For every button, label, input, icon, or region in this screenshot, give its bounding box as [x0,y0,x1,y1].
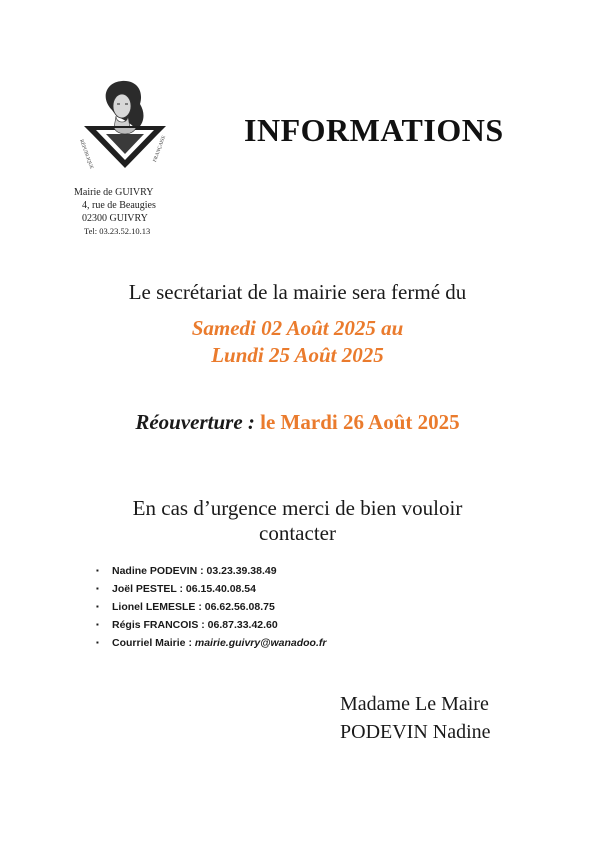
mairie-address [74,186,194,238]
bullet-icon: ▪ [96,566,99,575]
address-line-1: Mairie de GUIVRY [74,187,154,198]
contact-text: Lionel LEMESLE : 06.62.56.08.75 [112,601,275,613]
list-item [96,562,326,580]
reopening-date: le Mardi 26 Août 2025 [260,410,460,434]
logo-text-left: RÉPUBLIQUE [78,138,94,170]
list-item [96,634,326,652]
email-link[interactable]: mairie.guivry@wanadoo.fr [194,637,327,649]
address-line-2: 4, rue de Beaugies [82,200,156,211]
address-line-4: Tel: 03.23.52.10.13 [84,226,151,236]
emergency-text [0,496,595,546]
reopening-line [0,410,595,435]
reopening-label: Réouverture [135,410,243,434]
marianne-logo [70,80,180,175]
list-item [96,616,326,634]
signature-name: PODEVIN Nadine [340,721,491,743]
page-title: INFORMATIONS [244,112,504,148]
bullet-icon: ▪ [96,638,99,647]
signature-block [340,690,491,746]
signature-title: Madame Le Maire [340,693,489,715]
contact-text: Joël PESTEL : 06.15.40.08.54 [112,583,256,595]
address-line-3: 02300 GUIVRY [82,213,148,224]
contact-text: Nadine PODEVIN : 03.23.39.38.49 [112,565,277,577]
bullet-icon: ▪ [96,620,99,629]
closure-intro: Le secrétariat de la mairie sera fermé du [128,280,467,304]
reopening-separator: : [242,410,261,434]
emergency-line-2: contacter [259,521,336,545]
contact-text: Régis FRANCOIS : 06.87.33.42.60 [112,619,278,631]
bullet-icon: ▪ [96,602,99,611]
logo-text-right: FRANÇAISE [152,135,168,163]
list-item [96,580,326,598]
closure-date-start: Samedi 02 Août 2025 au [191,316,404,340]
closure-date-end: Lundi 25 Août 2025 [211,343,384,367]
emergency-line-1: En cas d’urgence merci de bien vouloir [132,496,463,520]
email-label: Courriel Mairie : [112,637,195,649]
closure-dates [0,315,595,369]
contact-list [96,562,326,652]
list-item [96,598,326,616]
bullet-icon: ▪ [96,584,99,593]
